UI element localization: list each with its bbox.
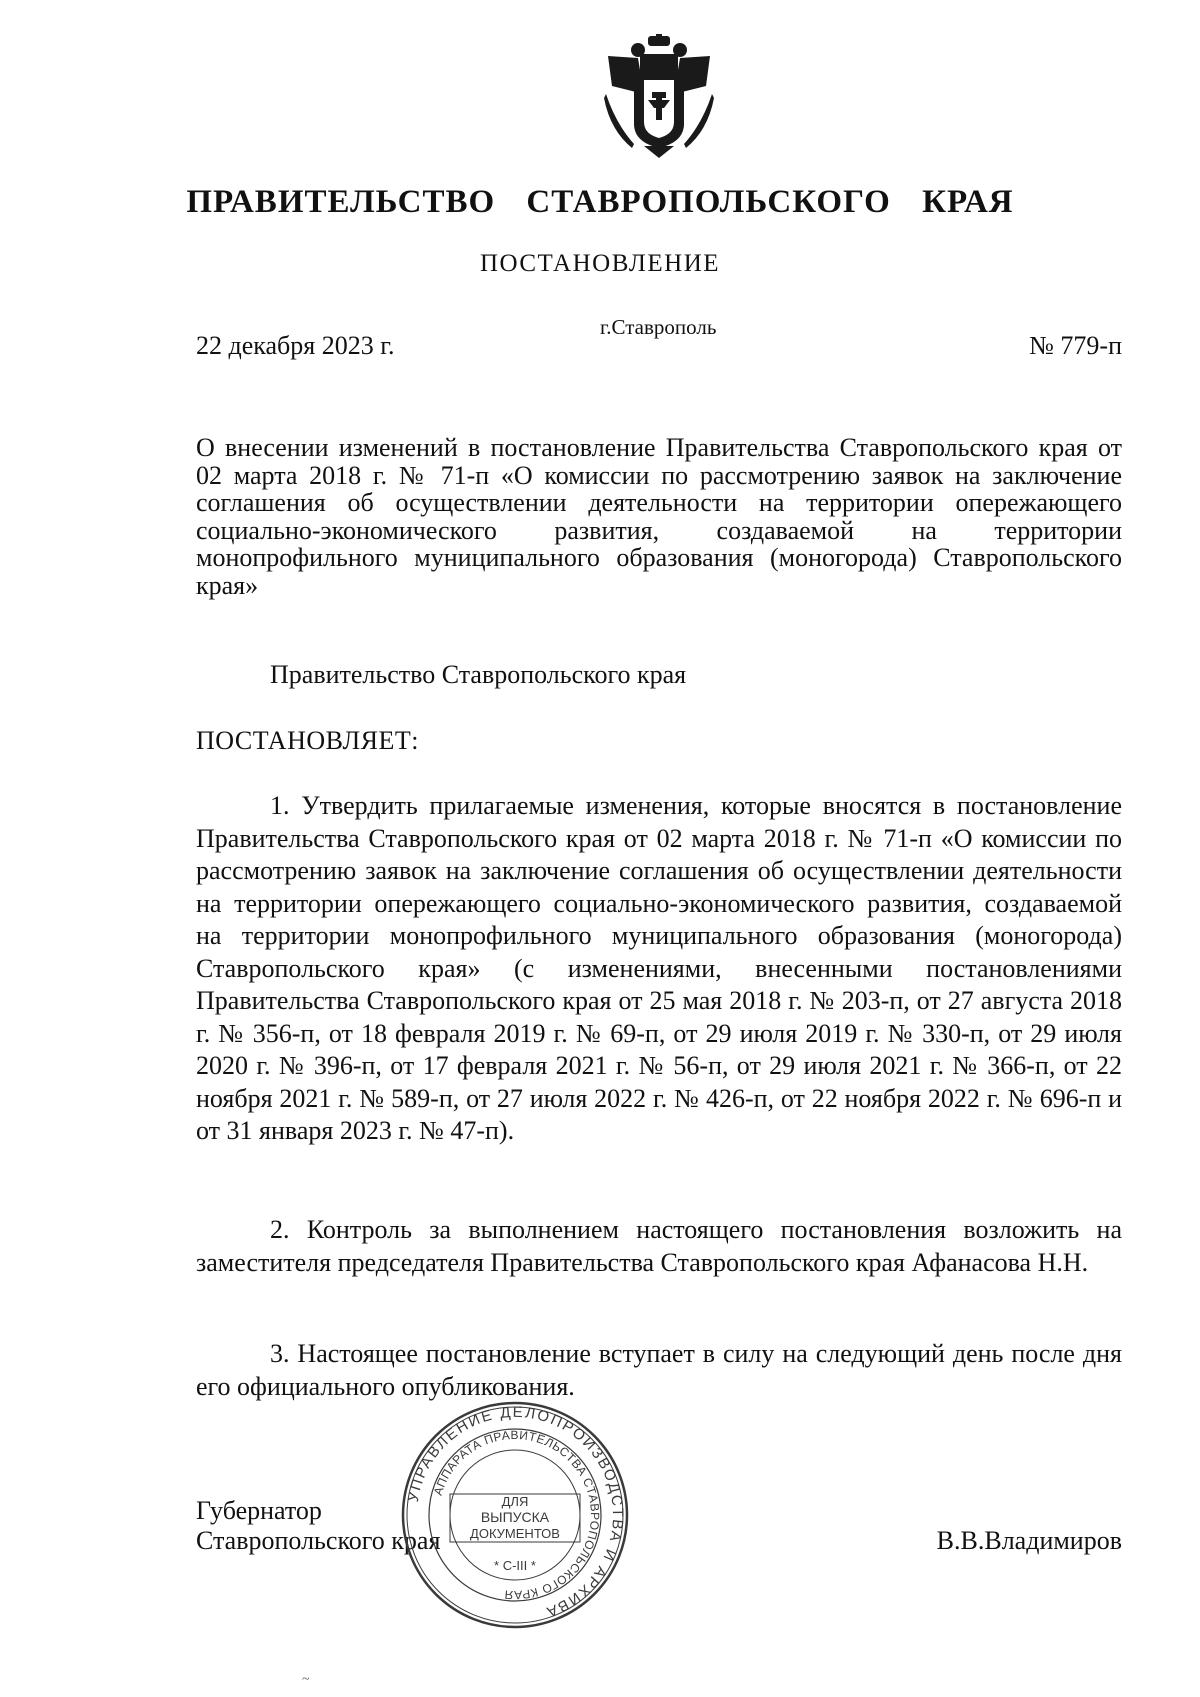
stamp-inner-text: АППАРАТА ПРАВИТЕЛЬСТВА СТАВРОПОЛЬСКОГО КРАЯ (430, 1427, 603, 1603)
document-subject: О внесении изменений в постановление Правительства Ставропольского края от 02 марта 2018 г. № 71-п «О комиссии по рассмотрению заявок на заключение соглашения об осуществлении деятельности на территории опережающего социально-экономического развития, создаваемой на территории монопрофильного муниципального образования (моногорода) Ставропольского края» (196, 433, 1122, 600)
government-title: ПРАВИТЕЛЬСТВО СТАВРОПОЛЬСКОГО КРАЯ (186, 184, 1014, 220)
official-stamp (400, 1400, 630, 1630)
stamp-outer-text: УПРАВЛЕНИЕ ДЕЛОПРОИЗВОДСТВА И АРХИВА (404, 1403, 627, 1621)
signer-name: В.В.Владимиров (936, 1526, 1122, 1555)
document-number: № 779-п (1029, 331, 1122, 360)
document-date: 22 декабря 2023 г. (196, 331, 395, 360)
resolves-heading: ПОСТАНОВЛЯЕТ: (196, 726, 419, 755)
paragraph-3: 3. Настоящее постановление вступает в силу на следующий день после дня его официального опубликования. (196, 1339, 1122, 1401)
coat-of-arms-icon (604, 34, 714, 160)
paragraph-1: 1. Утвердить прилагаемые изменения, которые вносятся в постановление Правительства Ставропольского края от 02 марта 2018 г. № 71-п «О комиссии по рассмотрению заявок на заключение соглашения об осуществлении деятельности на территории опережающего социально-экономического развития, создаваемой на территории монопрофильного муниципального образования (моногорода) Ставропольского края» (с изменениями, внесенными постановлениями Правительства Ставропольского края от 25 мая 2018 г. № 203-п, от 27 августа 2018 г. № 356-п, от 18 февраля 2019 г. № 69-п, от 29 июля 2019 г. № 330-п, от 29 июля 2020 г. № 396-п, от 17 февраля 2021 г. № 56-п, от 29 июля 2021 г. № 366-п, от 22 ноября 2021 г. № 589-п, от 27 июля 2022 г. № 426-п, от 22 ноября 2022 г. № 696-п и от 31 января 2023 г. № 47-п). (196, 791, 1122, 1145)
preamble: Правительство Ставропольского края (270, 660, 687, 689)
document-type: ПОСТАНОВЛЕНИЕ (479, 250, 721, 277)
stamp-center-line1: ДЛЯ (501, 1494, 529, 1509)
footnote-mark: ~ (302, 1672, 310, 1687)
paragraph-2: 2. Контроль за выполнением настоящего постановления возложить на заместителя председателя Правительства Ставропольского края Афанасова Н.Н. (196, 1215, 1122, 1277)
stamp-code: * С-III * (494, 1558, 536, 1573)
signer-position-line2: Ставропольского края (196, 1526, 441, 1555)
stamp-center-line3: ДОКУМЕНТОВ (470, 1526, 560, 1541)
document-city: г.Ставрополь (600, 315, 717, 339)
stamp-center-line2: ВЫПУСКА (480, 1509, 550, 1525)
signer-position-line1: Губернатор (196, 1496, 322, 1525)
